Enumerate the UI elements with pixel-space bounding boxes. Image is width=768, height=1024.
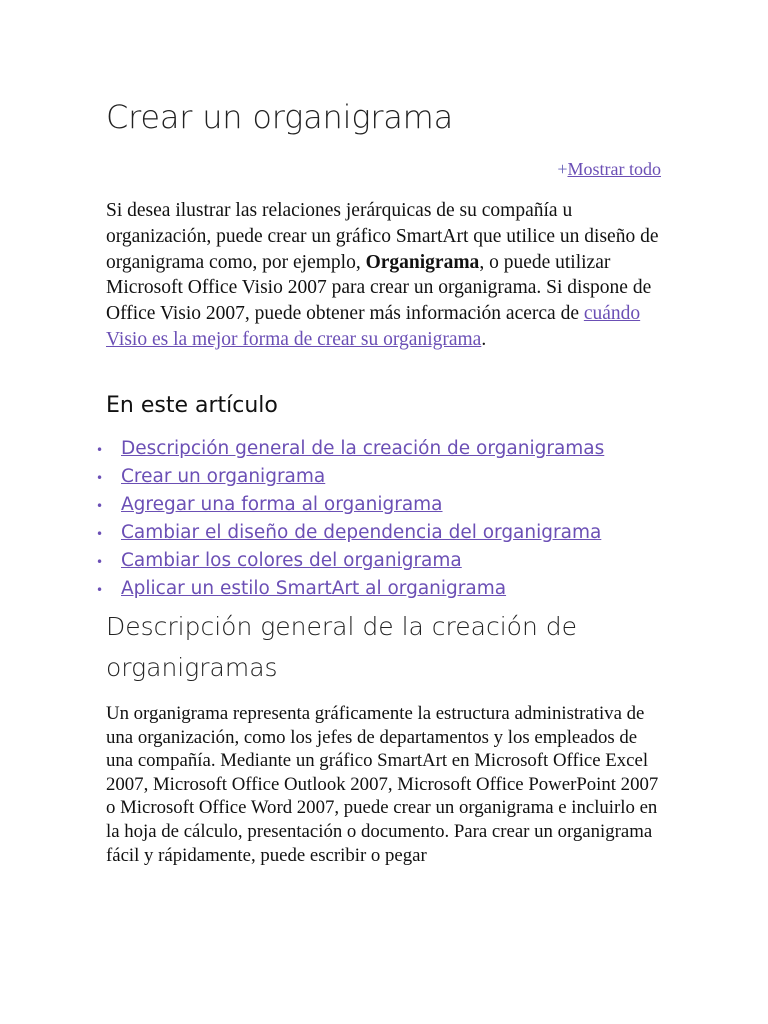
- table-of-contents: [92, 435, 604, 603]
- intro-text-2: , o puede utilizar Microsoft Office Visio 2007 para crear un organigrama. Si dispone de Office Visio 2007, puede obtener más información acerca de: [106, 251, 652, 325]
- bullet-icon: •: [96, 471, 104, 485]
- bullet-icon: •: [96, 443, 104, 457]
- toc-item: [92, 547, 604, 575]
- bullet-icon: •: [96, 499, 104, 513]
- toc-item: [92, 575, 604, 603]
- intro-text-1: Si desea ilustrar las relaciones jerárquicas de su compañía u organización, puede crear un gráfico SmartArt que utilice un diseño de organigrama como, por ejemplo,: [106, 200, 659, 273]
- intro-paragraph: [106, 198, 662, 353]
- toc-link-create[interactable]: Crear un organigrama: [121, 466, 326, 487]
- overview-heading: Descripción general de la creación de organigramas: [106, 612, 577, 682]
- expand-plus-icon[interactable]: +: [557, 159, 568, 179]
- toc-item: [92, 491, 604, 519]
- toc-link-change-colors[interactable]: Cambiar los colores del organigrama: [121, 550, 462, 571]
- show-all-control[interactable]: [557, 157, 661, 181]
- bullet-icon: •: [96, 555, 104, 569]
- intro-text-3: .: [481, 328, 487, 350]
- show-all-link[interactable]: Mostrar todo: [567, 159, 661, 179]
- toc-link-add-shape[interactable]: Agregar una forma al organigrama: [121, 494, 443, 515]
- visio-info-link[interactable]: cuándo Visio es la mejor forma de crear su organigrama: [106, 303, 641, 350]
- bullet-icon: •: [96, 527, 104, 541]
- toc-link-smartart-style[interactable]: Aplicar un estilo SmartArt al organigrama: [121, 578, 507, 599]
- overview-paragraph: Un organigrama representa gráficamente la estructura administrativa de una organización, como los jefes de departamentos y los empleados de una compañía. Mediante un gráfico SmartArt en Microsoft Office Excel 2007, Microsoft Office Outlook 2007, Microsoft Office PowerPoint 2007 o Microsoft Office Word 2007, puede crear un organigrama e incluirlo en la hoja de cálculo, presentación o documento. Para crear un organigrama fácil y rápidamente, puede escribir o pegar: [106, 703, 659, 866]
- page-title: Crear un organigrama: [106, 98, 454, 136]
- intro-bold-term: Organigrama: [365, 251, 480, 273]
- toc-item: [92, 463, 604, 491]
- bullet-icon: •: [96, 583, 104, 597]
- toc-heading: En este artículo: [106, 393, 278, 418]
- toc-item: [92, 435, 604, 463]
- toc-item: [92, 519, 604, 547]
- toc-link-change-layout[interactable]: Cambiar el diseño de dependencia del organigrama: [121, 522, 602, 543]
- toc-link-overview[interactable]: Descripción general de la creación de organigramas: [121, 438, 605, 459]
